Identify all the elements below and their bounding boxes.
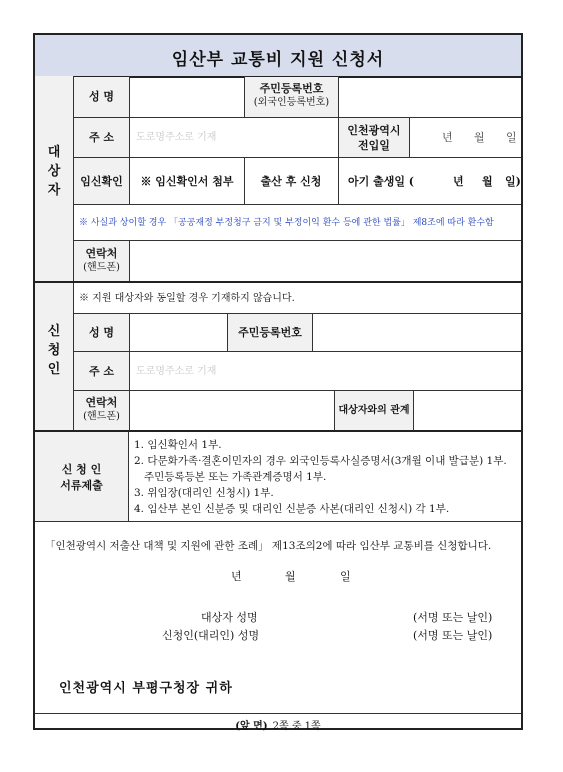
applicant-name-field[interactable]: [130, 314, 227, 351]
target-resident-no-sublabel: (외국인등록번호): [253, 97, 330, 108]
page-side: (앞 면): [235, 721, 268, 732]
moved-in-day: 일: [506, 131, 517, 144]
documents-item-2: 2. 다문화가족·결혼이민자의 경우 외국인등록사실증명서(3개월 이내 발급분) 1부.: [134, 455, 507, 467]
applicant-section-label: 신 청 인: [47, 324, 61, 377]
target-resident-no-label: 주민등록번호: [259, 82, 324, 95]
target-sign-label: 대상자 성명: [201, 611, 258, 624]
moved-in-label-2: 전입일: [358, 139, 390, 152]
after-birth-option: 출산 후 신청: [260, 175, 322, 188]
target-resident-no-field[interactable]: [339, 77, 521, 117]
documents-item-4: 4. 임산부 본인 신분증 및 대리인 신분증 사본(대리인 신청시) 각 1부.: [134, 503, 450, 515]
applicant-name-label: 성 명: [88, 326, 115, 339]
birthdate-day: 일): [505, 175, 521, 188]
applicant-address-label: 주 소: [88, 365, 115, 378]
addressee: 인천광역시 부평구청장 귀하: [59, 681, 233, 696]
declaration-day: 일: [340, 570, 351, 583]
declaration-year: 년: [231, 570, 242, 583]
target-contact-field[interactable]: [130, 241, 521, 281]
documents-label-2: 서류제출: [60, 479, 103, 492]
applicant-contact-field[interactable]: [130, 391, 334, 430]
form-title: 임산부 교통비 지원 신청서: [171, 50, 385, 70]
relation-field[interactable]: [414, 391, 521, 430]
relation-label: 대상자와의 관계: [338, 405, 410, 416]
birthdate-label: 아기 출생일 (: [348, 175, 414, 188]
target-contact-sublabel: (핸드폰): [83, 262, 120, 273]
target-contact-label: 연락처: [85, 247, 118, 260]
applicant-resident-no-label: 주민등록번호: [238, 326, 302, 339]
documents-item-2b: 주민등록등본 또는 가족관계증명서 1부.: [134, 471, 327, 483]
applicant-address-field[interactable]: [130, 352, 521, 390]
pregnancy-confirm-label: 임신확인: [80, 175, 123, 188]
birthdate-month: 월: [482, 175, 493, 188]
page-count: 2쪽 중 1쪽: [272, 721, 321, 732]
pregnancy-confirm-value: ※ 임신확인서 첨부: [140, 175, 234, 188]
title-bar: [35, 35, 521, 78]
target-address-label: 주 소: [88, 131, 115, 144]
target-address-placeholder: 도로명주소로 기재: [136, 132, 217, 143]
documents-item-1: 1. 임신확인서 1부.: [134, 439, 222, 451]
application-form: [33, 33, 523, 730]
applicant-address-placeholder: 도로명주소로 기재: [136, 366, 217, 377]
birthdate-year: 년: [453, 175, 464, 188]
moved-in-year: 년: [442, 131, 453, 144]
target-name-label: 성 명: [88, 90, 115, 103]
applicant-contact-label: 연락처: [85, 396, 118, 409]
moved-in-date-field[interactable]: [410, 118, 521, 157]
applicant-contact-sublabel: (핸드폰): [83, 411, 120, 422]
declaration-statement: 「인천광역시 저출산 대책 및 지원에 관한 조례」 제13조의2에 따라 임산부 교통비를 신청합니다.: [45, 540, 492, 552]
moved-in-month: 월: [474, 131, 485, 144]
applicant-resident-no-field[interactable]: [313, 314, 521, 351]
moved-in-label: 인천광역시: [347, 124, 401, 137]
declaration-month: 월: [285, 570, 296, 583]
applicant-notice: ※ 지원 대상자와 동일할 경우 기재하지 않습니다.: [79, 293, 295, 304]
target-notice: ※ 사실과 상이할 경우 「공공재정 부정청구 금지 및 부정이익 환수 등에 관한 법률」 제8조에 따라 환수함: [79, 218, 494, 228]
documents-item-3: 3. 위임장(대리인 신청시) 1부.: [134, 487, 274, 499]
target-address-field[interactable]: [130, 118, 338, 157]
applicant-sign-hint: (서명 또는 날인): [413, 629, 493, 642]
documents-header: [35, 432, 128, 521]
target-section-label: 대 상 자: [47, 145, 61, 198]
target-sign-hint: (서명 또는 날인): [413, 611, 493, 624]
target-name-field[interactable]: [130, 77, 244, 117]
documents-label: 신 청 인: [61, 463, 102, 476]
applicant-sign-label: 신청인(대리인) 성명: [162, 629, 260, 642]
page-footer: [35, 714, 521, 732]
